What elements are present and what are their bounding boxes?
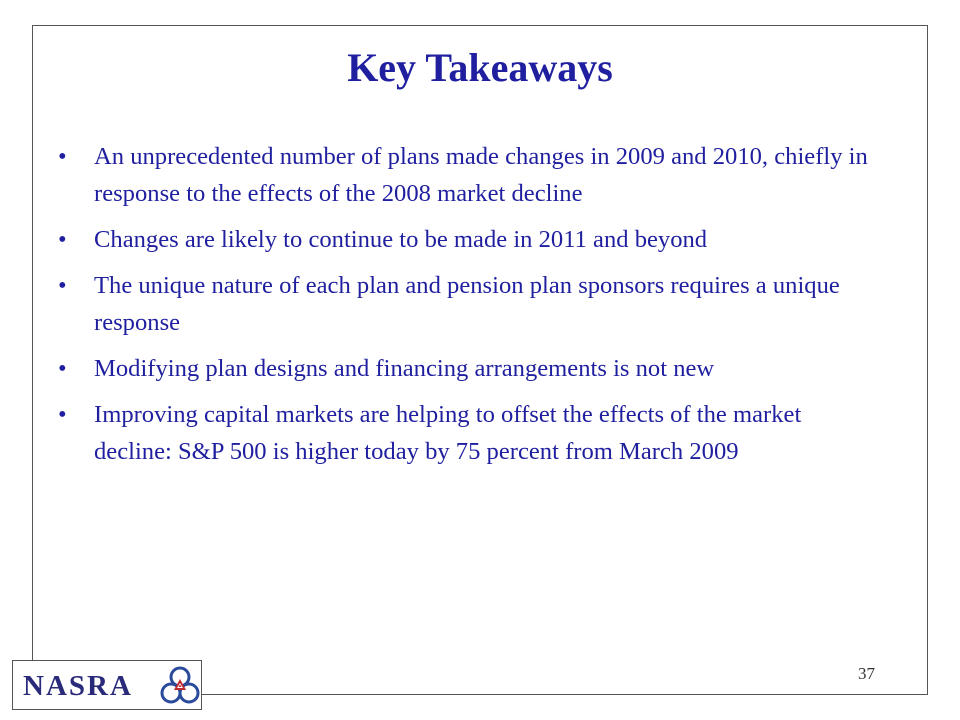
bullet-icon: • — [58, 226, 67, 253]
bullet-text: Improving capital markets are helping to offset the effects of the market decline: S&P 500 is higher today by 75 percent from March 2009 — [94, 401, 802, 465]
page-number: 37 — [858, 664, 875, 683]
bullet-icon: • — [58, 272, 67, 299]
slide-title: Key Takeaways — [347, 45, 613, 90]
bullet-list — [56, 138, 876, 479]
bullet-text: The unique nature of each plan and pension plan sponsors requires a unique response — [94, 272, 840, 336]
bullet-icon: • — [58, 401, 67, 428]
bullet-item — [56, 267, 876, 341]
bullet-text: Changes are likely to continue to be made in 2011 and beyond — [94, 226, 708, 253]
bullet-icon: • — [58, 355, 67, 382]
bullet-text: An unprecedented number of plans made changes in 2009 and 2010, chiefly in response to the effects of the 2008 market decline — [94, 143, 868, 207]
bullet-icon: • — [58, 143, 67, 170]
bullet-text: Modifying plan designs and financing arrangements is not new — [94, 355, 715, 382]
logo-text: NASRA — [23, 670, 133, 702]
bullet-item — [56, 221, 876, 258]
bullet-item — [56, 350, 876, 387]
bullet-item — [56, 138, 876, 212]
nasra-emblem-icon — [159, 665, 201, 707]
nasra-logo — [12, 660, 202, 710]
bullet-item — [56, 396, 876, 470]
